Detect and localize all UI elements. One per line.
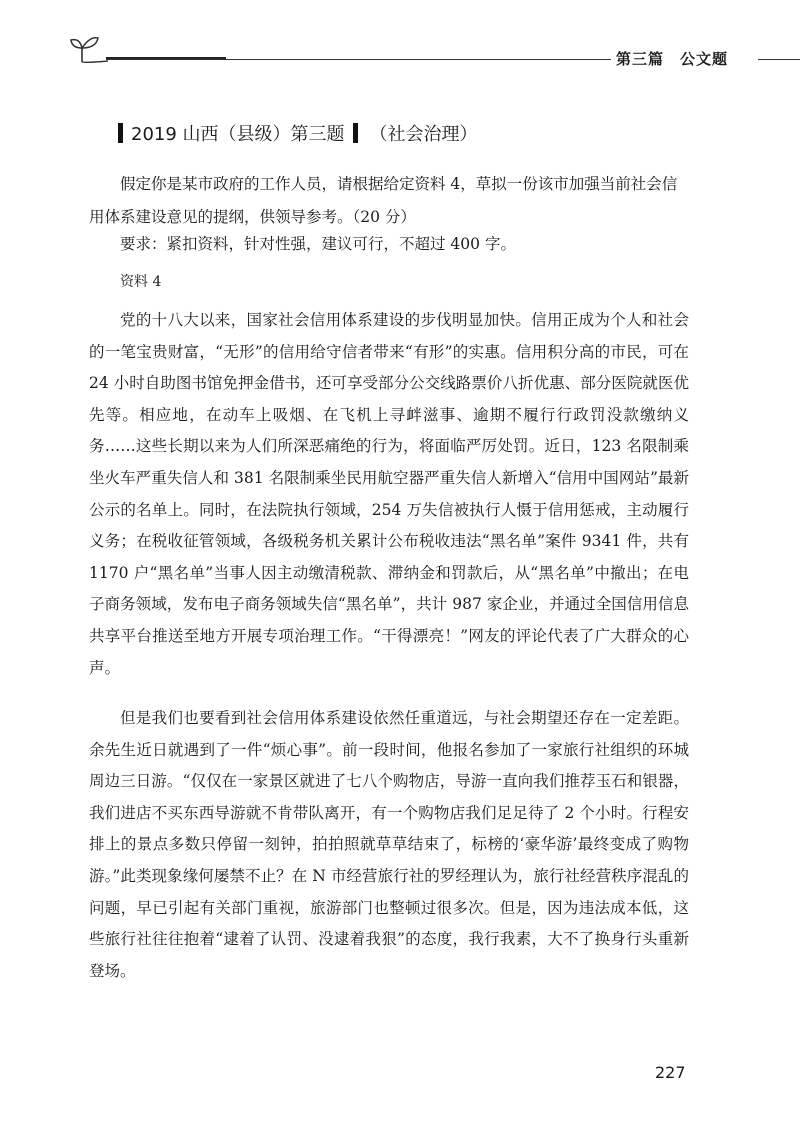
title-bar-right <box>353 123 358 143</box>
sprout-icon <box>68 32 108 68</box>
header-rule-right <box>758 59 800 60</box>
question-prompt: 假定你是某市政府的工作人员，请根据给定资料 4，草拟一份该市加强当前社会信用体系建设意见的提纲，供领导参考。（20 分） <box>89 175 678 226</box>
title-bar-left <box>118 123 123 143</box>
title-main: 2019 山西（县级）第三题 <box>131 124 345 145</box>
page-number: 227 <box>655 1063 686 1082</box>
page-header <box>68 30 780 70</box>
material-paragraph-2: 但是我们也要看到社会信用体系建设依然任重道远，与社会期望还存在一定差距。余先生近日就遇到了一件“烦心事”。前一段时间，他报名参加了一家旅行社组织的环城周边三日游。“仅仅在一家景区就进了七八个购物店，导游一直向我们推荐玉石和银器，我们进店不买东西导游就不肯带队离开，有一个购物店我们足足待了 2 个小时。行程安排上的景点多数只停留一刻钟，拍拍照就草草结束了，标榜的‘豪华游’最终变成了购物游。”此类现象缘何屡禁不止？在 N 市经营旅行社的罗经理认为，旅行社经营秩序混乱的问题，早已引起有关部门重视，旅游部门也整顿过很多次。但是，因为违法成本低，这些旅行社往往抱着“逮着了认罚、没逮着我狠”的态度，我行我素，大不了换身行头重新登场。 <box>89 709 689 980</box>
header-rule-left <box>106 59 611 60</box>
material-label: 资料 4 <box>120 274 162 290</box>
section-label: 第三篇 公文题 <box>616 50 729 68</box>
question-requirement: 要求：紧扣资料，针对性强，建议可行，不超过 400 字。 <box>120 235 516 253</box>
question-title <box>118 120 478 146</box>
title-topic: （社会治理） <box>369 124 478 145</box>
material-paragraph-1: 党的十八大以来，国家社会信用体系建设的步伐明显加快。信用正成为个人和社会的一笔宝贵财富，“无形”的信用给守信者带来“有形”的实惠。信用积分高的市民，可在 24 小时自助图书馆免押金借书，还可享受部分公交线路票价八折优惠、部分医院就医优先等。相应地，在动车上吸烟、在飞机上寻衅滋事、逾期不履行行政罚没款缴纳义务……这些长期以来为人们所深恶痛绝的行为，将面临严厉处罚。近日，123 名限制乘坐火车严重失信人和 381 名限制乘坐民用航空器严重失信人新增入“信用中国网站”最新公示的名单上。同时，在法院执行领域，254 万失信被执行人慑于信用惩戒，主动履行义务；在税收征管领域，各级税务机关累计公布税收违法“黑名单”案件 9341 件，共有 1170 户“黑名单”当事人因主动缴清税款、滞纳金和罚款后，从“黑名单”中撤出；在电子商务领域，发布电子商务领域失信“黑名单”，共计 987 家企业，并通过全国信用信息共享平台推送至地方开展专项治理工作。“干得漂亮！”网友的评论代表了广大群众的心声。 <box>89 311 689 677</box>
